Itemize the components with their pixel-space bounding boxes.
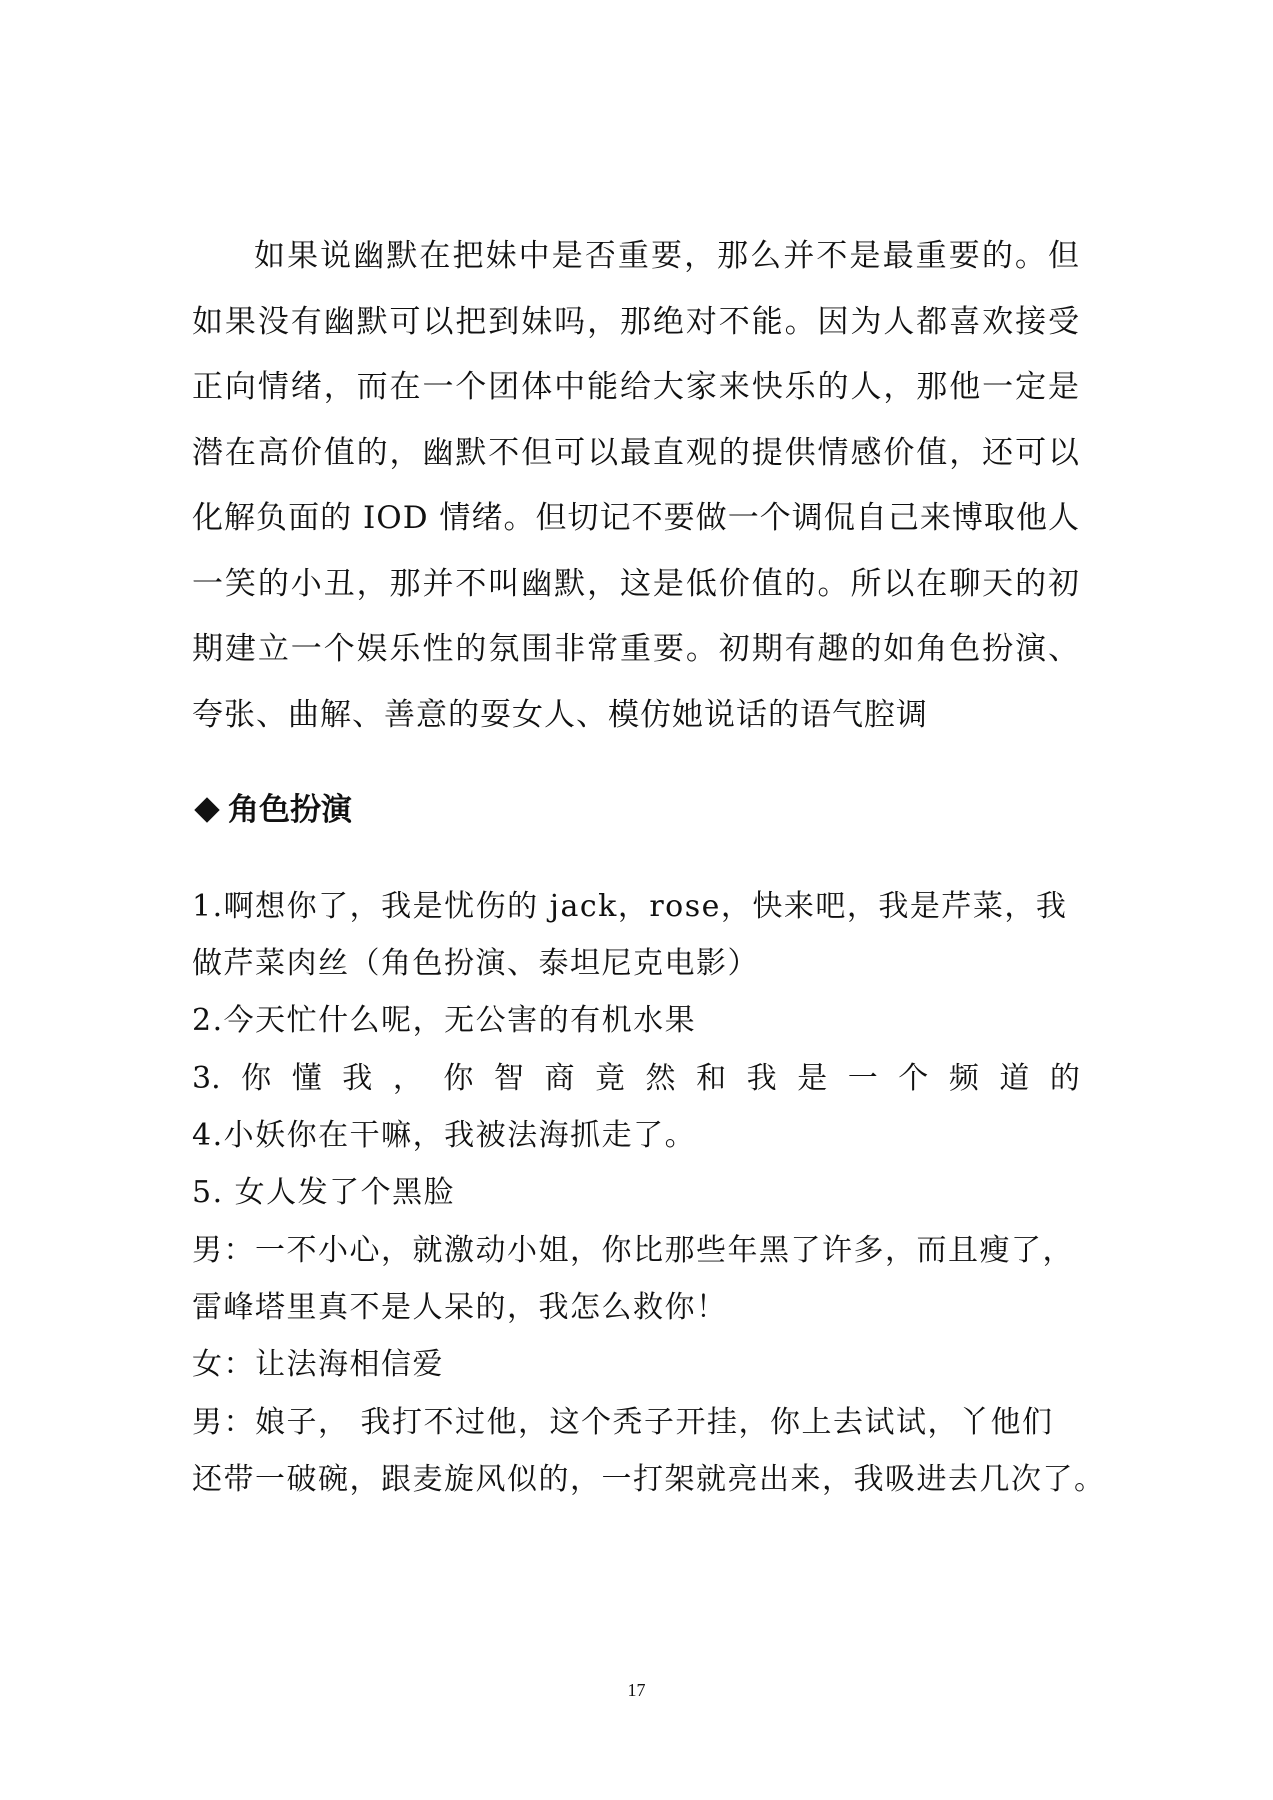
char: 一: [847, 1061, 878, 1096]
char: 频: [948, 1061, 979, 1096]
example-line: 1.啊想你了，我是忧伤的 jack，rose，快来吧，我是芹菜，我: [192, 889, 1068, 924]
example-line: 4.小妖你在干嘛，我被法海抓走了。: [192, 1118, 697, 1153]
char: 我: [746, 1061, 777, 1096]
char: 道: [999, 1061, 1030, 1096]
example-line: 5. 女人发了个黑脸: [192, 1175, 456, 1210]
char: 的: [1049, 1061, 1080, 1096]
page-number: 17: [627, 1680, 646, 1700]
char: 商: [544, 1061, 575, 1096]
dialogue-line: 还带一破碗，跟麦旋风似的，一打架就亮出来，我吸进去几次了。: [192, 1462, 1106, 1497]
char: 智: [493, 1061, 524, 1096]
dialogue-line: 男：娘子， 我打不过他，这个秃子开挂，你上去试试，丫他们: [192, 1405, 1054, 1440]
char: 懂: [291, 1061, 322, 1096]
char: 你: [241, 1061, 272, 1096]
char: 然: [645, 1061, 676, 1096]
dialogue-line: 男：一不小心，就激动小姐，你比那些年黑了许多，而且瘦了，: [192, 1233, 1074, 1268]
example-line: 2.今天忙什么呢，无公害的有机水果: [192, 1003, 697, 1038]
example-line: [192, 1059, 1080, 1099]
example-line: 做芹菜肉丝（角色扮演、泰坦尼克电影）: [192, 946, 759, 981]
dialogue-line: 雷峰塔里真不是人呆的，我怎么救你！: [192, 1290, 728, 1325]
char: 个: [898, 1061, 929, 1096]
char: 竟: [595, 1061, 625, 1096]
dialogue-line: 女：让法海相信爱: [192, 1347, 444, 1382]
char: ，: [392, 1061, 423, 1096]
char: 3.: [192, 1061, 221, 1096]
char: 和: [696, 1061, 727, 1096]
char: 你: [443, 1061, 474, 1096]
char: 是: [797, 1061, 828, 1096]
intro-paragraph: 如果说幽默在把妹中是否重要，那么并不是最重要的。但如果没有幽默可以把到妹吗，那绝对不能。因为人都喜欢接受正向情绪，而在一个团体中能给大家来快乐的人，那他一定是潜在高价值的，幽默不但可以最直观的提供情感价值，还可以化解负面的 IOD 情绪。但切记不要做一个调侃自己来博取他人一笑的小丑，那并不叫幽默，这是低价值的。所以在聊天的初期建立一个娱乐性的氛围非常重要。初期有趣的如角色扮演、夸张、曲解、善意的耍女人、模仿她说话的语气腔调: [192, 238, 1080, 733]
char: 我: [342, 1061, 373, 1096]
section-heading: [192, 790, 352, 830]
section-heading-text: 角色扮演: [228, 792, 352, 828]
diamond-bullet-icon: [194, 797, 219, 822]
